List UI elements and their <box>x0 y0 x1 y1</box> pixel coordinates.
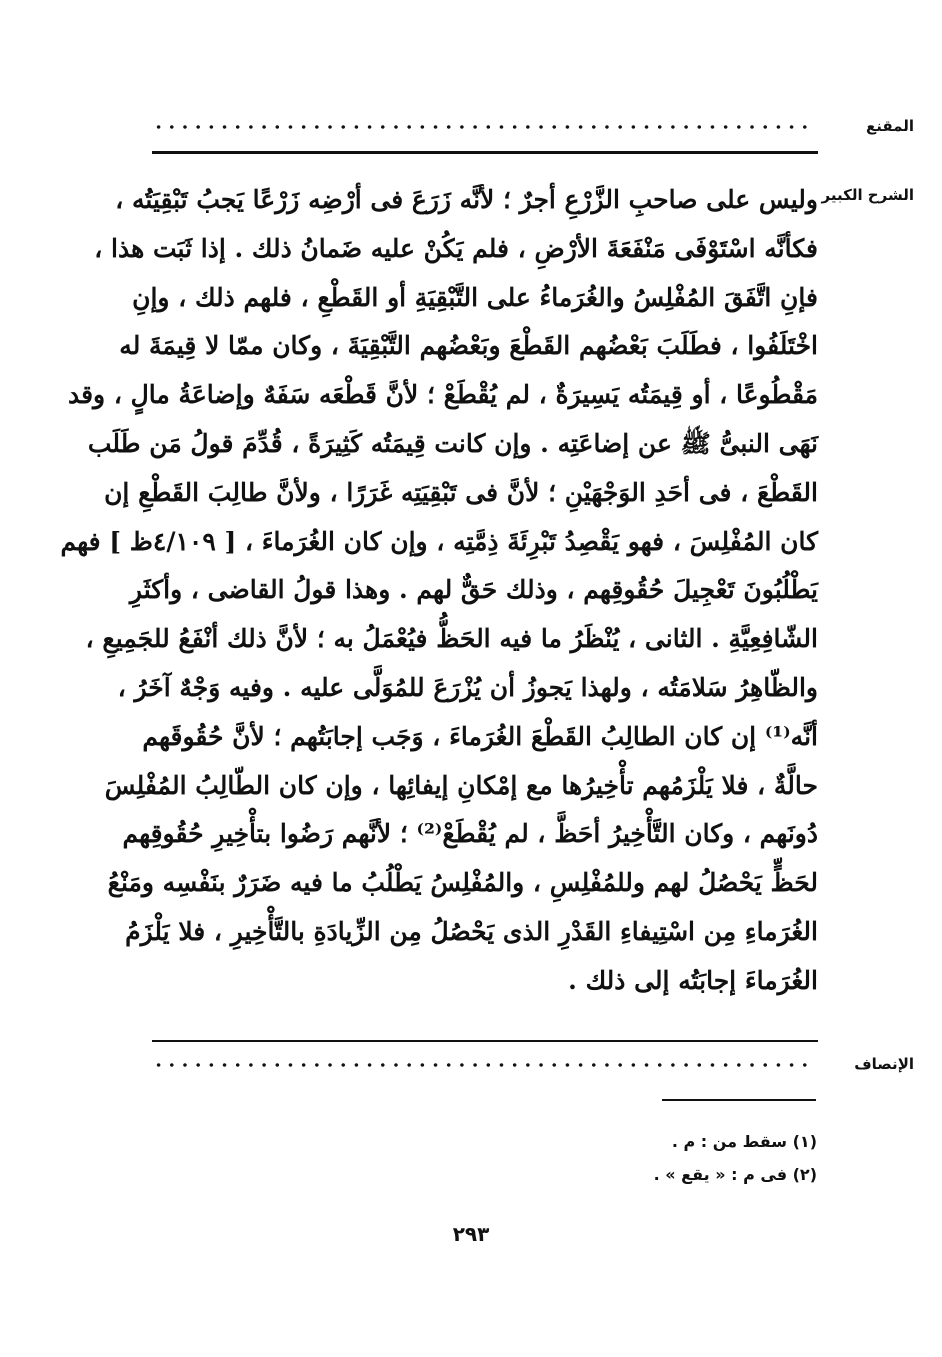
text-line: اخْتَلَفُوا ، فطَلَبَ بَعْضُهم القَطْعَ وبَعْضُهم التَّبْقِيَةَ ، وكان ممّا لا قِيمَةَ له <box>119 331 818 361</box>
text-line: القَطْعَ ، فى أحَدِ الوَجْهَيْنِ ؛ لأنَّ فى تَبْقِيَتِه غَرَرًا ، ولأنَّ طالِبَ القَطْعِ إن <box>104 477 818 507</box>
section-rule <box>152 1040 818 1042</box>
footnote-rule <box>662 1099 816 1101</box>
text-line: فكأنَّه اسْتَوْفَى مَنْفَعَةَ الأرْضِ ، فلم يَكُنْ عليه ضَمانُ ذلك . إذا ثَبَت هذا ، <box>94 233 818 263</box>
header-rule <box>152 151 818 154</box>
dotted-separator-top <box>152 124 814 130</box>
text-line: فإنِ اتَّفَقَ المُفْلِسُ والغُرَماءُ على التَّبْقِيَةِ أو القَطْعِ ، فلهم ذلك ، وإنِ <box>132 282 818 312</box>
text-line: أنَّه⁽¹⁾ إن كان الطالِبُ القَطْعَ الغُرَماءَ ، وَجَب إجابَتُهم ؛ لأنَّ حُقُوقَهم <box>142 721 818 751</box>
main-text <box>60 176 818 1006</box>
dotted-separator-bottom <box>152 1062 814 1068</box>
text-line: والظّاهِرُ سَلامَتُه ، ولهذا يَجوزُ أن يُزْرَعَ للمُوَلَّى عليه . وفيه وَجْهٌ آخَرُ ، <box>117 672 818 702</box>
text-line: يَطْلُبُونَ تَعْجِيلَ حُقُوقِهم ، وذلك حَقٌّ لهم . وهذا قولُ القاضى ، وأكثَرِ <box>129 575 818 605</box>
text-line: حالَّةٌ ، فلا يَلْزَمُهم تأْخِيرُها مع إمْكانِ إيفائِها ، وإن كان الطّالِبُ المُفْلِسَ <box>104 770 818 800</box>
text-line: الغُرَماءِ مِن اسْتِيفاءِ القَدْرِ الذى يَحْصُلُ مِن الزِّيادَةِ بالتَّأْخِيرِ ، فلا يَلْزَمُ <box>125 916 818 946</box>
text-line: الشّافِعِيَّةِ . الثانى ، يُنْظَرُ ما فيه الحَظُّ فيُعْمَلُ به ؛ لأنَّ ذلك أنْفَعُ للجَمِيعِ ، <box>85 624 818 654</box>
text-line: وليس على صاحبِ الزَّرْعِ أجرٌ ؛ لأنَّه زَرَعَ فى أرْضِه زَرْعًا يَجبُ تَبْقِيَتُه ، <box>115 185 818 214</box>
section-label-sharh-kabir: الشرح الكبير <box>821 186 914 204</box>
text-line: مَقْطُوعًا ، أو قِيمَتُه يَسِيرَةٌ ، لم يُقْطَعْ ؛ لأنَّ قَطْعَه سَفَهٌ وإضاعَةُ مالٍ ، وقد <box>67 380 818 410</box>
text-line: نَهَى النبىُّ ﷺ عن إضاعَتِه . وإن كانت قِيمَتُه كَثِيرَةً ، قُدِّمَ قولُ مَن طَلَب <box>87 428 818 458</box>
footnote-2: (٢) فى م : « يقع » . <box>653 1165 817 1184</box>
section-label-insaf: الإنصاف <box>854 1055 914 1073</box>
text-line: دُونَهم ، وكان التَّأْخِيرُ أحَظَّ ، لم يُقْطَعْ⁽²⁾ ؛ لأنَّهم رَضُوا بتأْخِيرِ حُقُوقِهم <box>122 819 818 849</box>
section-label-muqni: المقنع <box>866 117 914 135</box>
text-line: الغُرَماءَ إجابَتُه إلى ذلك . <box>568 965 818 995</box>
text-line: كان المُفْلِسَ ، فهو يَقْصِدُ تَبْرِئَةَ ذِمَّتِه ، وإن كان الغُرَماءَ ، [ ٤/١٠٩ظ ] فهم <box>60 526 818 556</box>
text-line: لحَظٍّ يَحْصُلُ لهم وللمُفْلِسِ ، والمُفْلِسُ يَطْلُبُ ما فيه ضَرَرٌ بنَفْسِه ومَنْعُ <box>107 868 818 898</box>
page-number: ٢٩٣ <box>452 1222 490 1246</box>
footnotes <box>317 1125 817 1191</box>
footnote-1: (١) سقط من : م . <box>671 1132 817 1151</box>
